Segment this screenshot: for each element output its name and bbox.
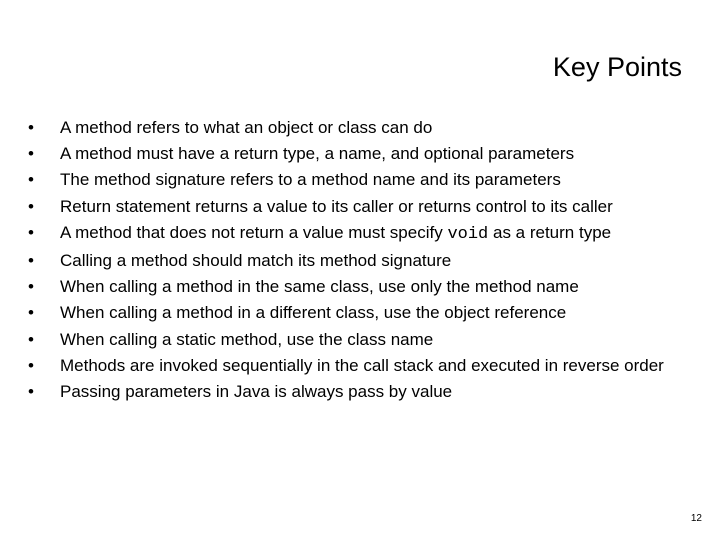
page-number: 12 [690, 513, 702, 524]
bullet-icon: • [28, 170, 34, 190]
bullet-icon: • [28, 144, 34, 164]
bullet-text: A method refers to what an object or class can do [60, 118, 433, 137]
list-item [28, 117, 688, 138]
bullet-text: Methods are invoked sequentially in the call stack and executed in reverse order [60, 355, 664, 375]
list-item [28, 276, 688, 297]
bullet-text: A method must have a return type, a name, and optional parameters [60, 144, 575, 164]
slide-title: Key Points [552, 52, 682, 82]
list-item [28, 329, 688, 350]
bullet-icon: • [28, 329, 34, 349]
bullet-icon: • [28, 196, 34, 216]
list-item [28, 169, 688, 190]
list-item [28, 222, 688, 245]
bullet-icon: • [28, 355, 34, 375]
bullet-icon: • [28, 277, 34, 297]
bullet-icon: • [28, 222, 34, 242]
list-item [28, 381, 688, 402]
bullet-icon: • [28, 250, 34, 270]
bullet-text-after: as a return type [488, 222, 612, 242]
bullet-text: The method signature refers to a method name and its parameters [60, 170, 561, 190]
list-item [28, 355, 688, 376]
bullet-icon: • [28, 118, 34, 137]
bullet-text: Passing parameters in Java is always pass by value [60, 381, 453, 401]
list-item [28, 196, 688, 217]
list-item [28, 302, 688, 323]
bullet-icon: • [28, 381, 34, 401]
bullet-text-before: A method that does not return a value must specify [60, 222, 448, 242]
bullet-text: When calling a method in the same class, use only the method name [60, 277, 579, 297]
bullet-text: Return statement returns a value to its caller or returns control to its caller [60, 196, 613, 216]
bullet-text: Calling a method should match its method signature [60, 250, 452, 270]
list-item [28, 250, 688, 271]
bullet-text: When calling a method in a different class, use the object reference [60, 303, 567, 323]
bullet-text [60, 223, 611, 242]
key-points-list [28, 117, 688, 407]
code-keyword-void: void [447, 224, 489, 244]
bullet-text: When calling a static method, use the class name [60, 329, 434, 349]
bullet-icon: • [28, 303, 34, 323]
list-item [28, 143, 688, 164]
